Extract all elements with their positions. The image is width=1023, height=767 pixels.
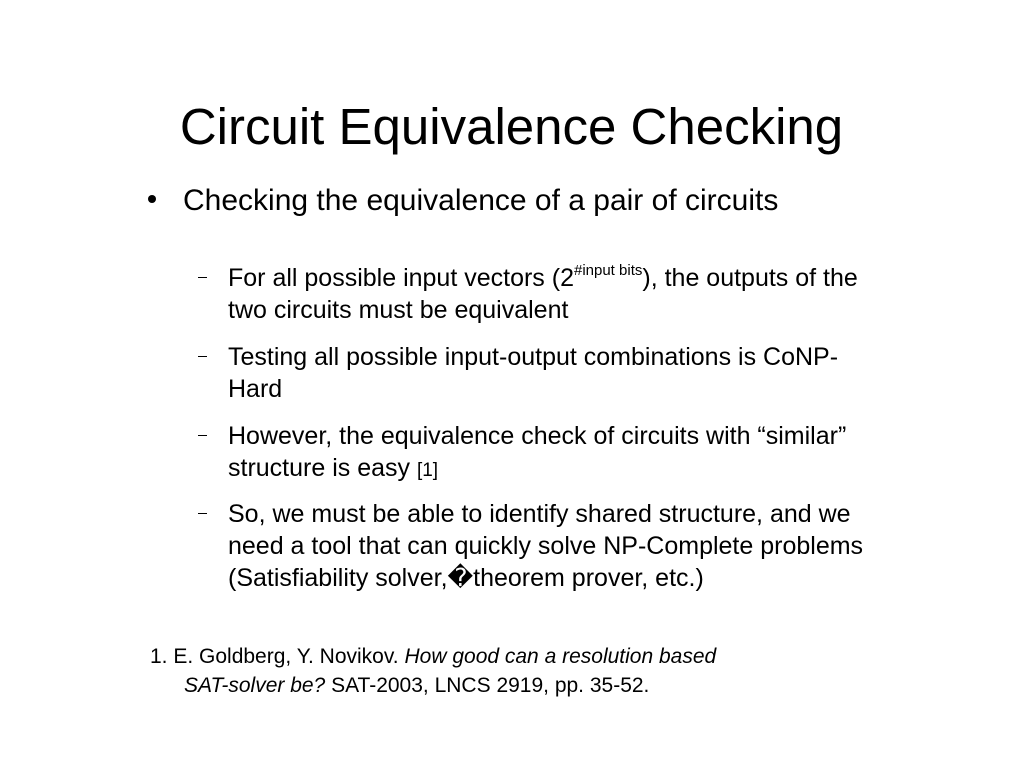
dash-icon xyxy=(198,513,207,514)
dash-icon xyxy=(198,356,207,357)
subbullet-1-superscript: #input bits xyxy=(573,262,643,279)
subbullet-3-ref: [1] xyxy=(416,460,439,481)
bullet-main-text: Checking the equivalence of a pair of circuits xyxy=(183,184,779,217)
subbullet-3-text xyxy=(228,420,888,487)
subbullet-1-text xyxy=(228,262,888,326)
dash-icon xyxy=(198,277,207,278)
slide-title: Circuit Equivalence Checking xyxy=(179,98,844,155)
subbullet-2-text: Testing all possible input-output combinations is CoNP-Hard xyxy=(228,343,839,403)
subbullet-4-text: So, we must be able to identify shared structure, and we need a tool that can quickly solve NP-Complete problems (Satisfiability solver,�theorem prover, etc.) xyxy=(228,500,864,592)
footnote-suffix: SAT-2003, LNCS 2919, pp. 35-52. xyxy=(325,674,650,697)
footnote-prefix: 1. E. Goldberg, Y. Novikov. xyxy=(150,645,405,668)
bullet-dot-icon xyxy=(148,195,156,203)
footnote xyxy=(150,642,910,700)
footnote-line2 xyxy=(150,671,910,700)
subbullet-1-post: ), the outputs of the two circuits must be equivalent xyxy=(228,264,858,324)
footnote-title-line1: How good can a resolution based xyxy=(404,645,717,668)
footnote-title-line2: SAT-solver be? xyxy=(184,674,326,697)
subbullet-3-main: However, the equivalence check of circuits with “similar” structure is easy xyxy=(228,422,847,482)
dash-icon xyxy=(198,435,207,436)
subbullet-1-pre: For all possible input vectors (2 xyxy=(228,264,574,292)
